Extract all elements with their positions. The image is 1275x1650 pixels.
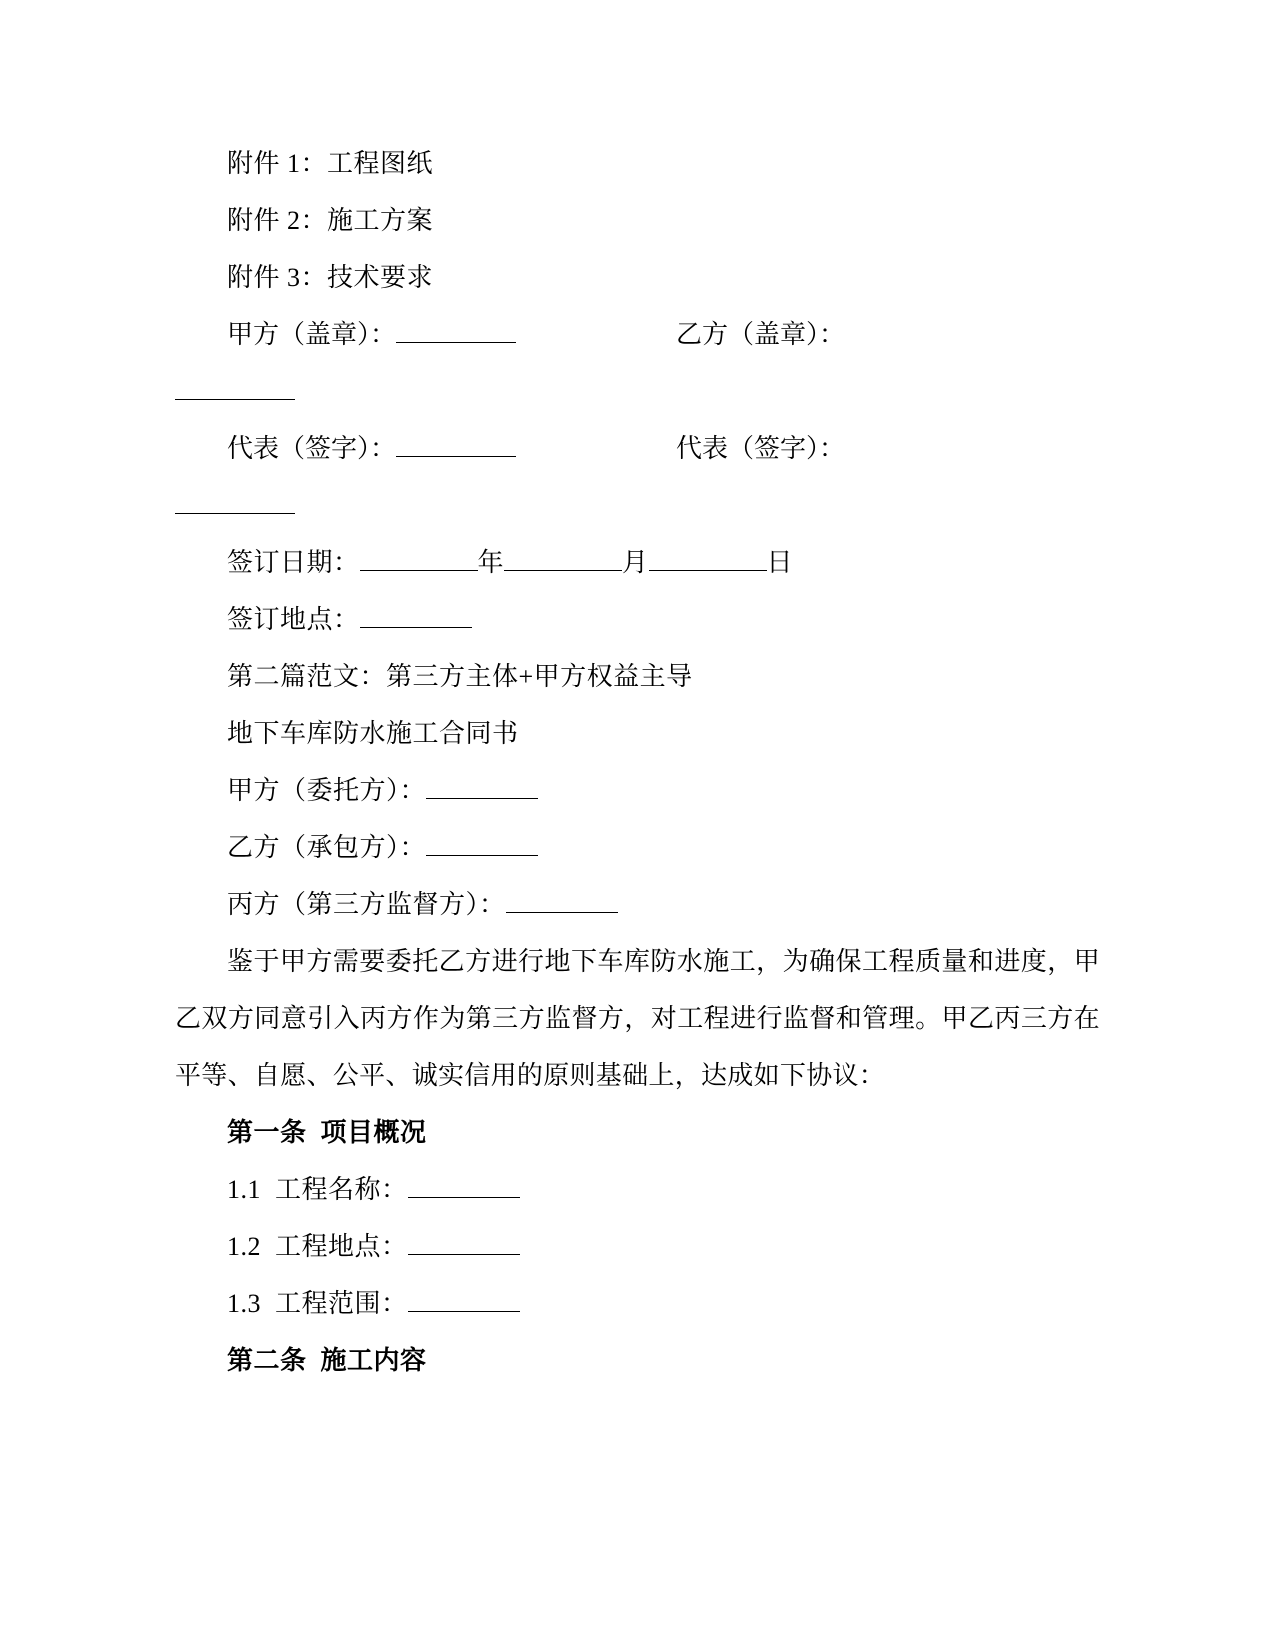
- year-unit: 年: [477, 548, 505, 577]
- article-1-item-1: [175, 1161, 1100, 1218]
- party-a-seal-blank: [396, 342, 516, 343]
- party-b-seal-label: 乙方（盖章）：: [676, 320, 846, 349]
- document-body: [175, 135, 1100, 1389]
- representative-signature-row: [175, 420, 1100, 477]
- sign-date-row: [175, 534, 1100, 591]
- party-c-label: 丙方（第三方监督方）：: [227, 890, 506, 919]
- party-b-rep-blank: [175, 513, 295, 514]
- article-1-item-1-label: 1.1 工程名称：: [227, 1175, 408, 1204]
- party-b-rep-label: 代表（签字）：: [676, 434, 846, 463]
- party-b-rep-blank-wrap: [175, 477, 1100, 534]
- party-c-row: [175, 876, 1100, 933]
- day-unit: 日: [766, 548, 794, 577]
- article-1-item-1-blank: [408, 1197, 520, 1198]
- party-a-seal-label: 甲方（盖章）：: [227, 320, 397, 349]
- party-b-seal-blank-wrap: [175, 363, 1100, 420]
- party-a-rep-blank: [396, 456, 516, 457]
- party-a-blank: [426, 798, 538, 799]
- sign-date-year-blank: [360, 570, 478, 571]
- party-b-label: 乙方（承包方）：: [227, 833, 427, 862]
- sign-place-label: 签订地点：: [227, 605, 360, 634]
- party-a-rep-label: 代表（签字）：: [227, 434, 397, 463]
- sign-date-month-blank: [504, 570, 622, 571]
- attachment-line-3: 附件 3：技术要求: [227, 263, 434, 292]
- article-1-heading: 第一条 项目概况: [227, 1118, 427, 1147]
- article-1-item-2-label: 1.2 工程地点：: [227, 1232, 408, 1261]
- sign-place-row: [175, 591, 1100, 648]
- party-a-row: [175, 762, 1100, 819]
- article-1-item-3-label: 1.3 工程范围：: [227, 1289, 408, 1318]
- preamble-paragraph: [175, 933, 1100, 1104]
- article-1-item-2: [175, 1218, 1100, 1275]
- party-b-seal-blank: [175, 399, 295, 400]
- party-b-row: [175, 819, 1100, 876]
- article-2-heading: 第二条 施工内容: [227, 1346, 427, 1375]
- attachment-line-2: 附件 2：施工方案: [227, 206, 434, 235]
- sign-place-blank: [360, 627, 472, 628]
- party-c-blank: [506, 912, 618, 913]
- month-unit: 月: [622, 548, 649, 577]
- article-1-item-2-blank: [408, 1254, 520, 1255]
- sign-date-label: 签订日期：: [227, 548, 360, 577]
- article-1-item-3-blank: [408, 1311, 520, 1312]
- seal-signature-row: [175, 306, 1100, 363]
- document-title: 地下车库防水施工合同书: [227, 719, 519, 748]
- preamble-text: 鉴于甲方需要委托乙方进行地下车库防水施工，为确保工程质量和进度，甲乙双方同意引入丙方作为第三方监督方，对工程进行监督和管理。甲乙丙三方在平等、自愿、公平、诚实信用的原则基础上，达成如下协议：: [175, 947, 1100, 1090]
- sign-date-day-blank: [649, 570, 767, 571]
- article-1-item-3: [175, 1275, 1100, 1332]
- section-note: 第二篇范文：第三方主体+甲方权益主导: [227, 662, 693, 691]
- party-b-blank: [426, 855, 538, 856]
- party-a-label: 甲方（委托方）：: [227, 776, 427, 805]
- attachment-line-1: 附件 1：工程图纸: [227, 149, 434, 178]
